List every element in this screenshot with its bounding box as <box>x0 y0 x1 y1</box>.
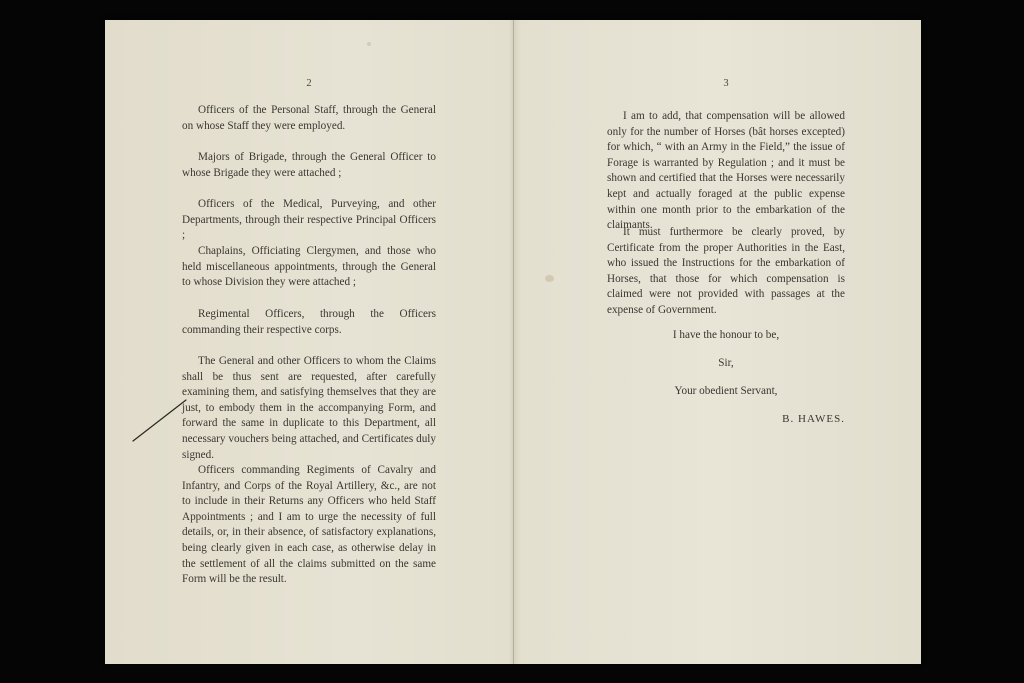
paragraph: Officers commanding Regiments of Cavalry and Infantry, and Corps of the Royal Artillery, &c., are not to include in their Returns any Officers who held Staff Appointments ; and I am to urge the necessity of full details, or, in their absence, of satisfactory explanations, being clearly given in each case, as otherwise delay in the settlement of all the claims submitted on the same Form will be the result. <box>182 464 436 586</box>
signature: B. HAWES. <box>782 413 845 425</box>
paragraph: Regimental Officers, through the Officers commanding their respective corps. <box>182 308 436 336</box>
closing-valediction: Your obedient Servant, <box>674 385 778 397</box>
right-page <box>607 20 845 664</box>
paragraph: I am to add, that compensation will be allowed only for the number of Horses (bât horses excepted) for which, “ with an Army in the Field,” the issue of Forage is warranted by Regulation ; and it must be shown and certified that the Horses were necessarily kept and actually foraged at the public expense within one month prior to the embarkation of the claimants. <box>607 110 845 232</box>
paragraph: Officers of the Medical, Purveying, and other Departments, through their respective Principal Officers ; <box>182 198 436 242</box>
foxing-spot <box>545 275 554 282</box>
page-number-left: 2 <box>306 78 312 89</box>
document-sheet <box>105 20 921 664</box>
paragraph: The General and other Officers to whom the Claims shall be thus sent are requested, after carefully examining them, and satisfying themselves that they are just, to embody them in the accompanying Form, and forward the same in duplicate to this Department, all necessary vouchers being attached, and Certificates duly signed. <box>182 355 436 461</box>
paragraph: Chaplains, Officiating Clergymen, and those who held miscellaneous appointments, through the General to whose Division they were attached ; <box>182 245 436 289</box>
paragraph: It must furthermore be clearly proved, by Certificate from the proper Authorities in the East, who issued the Instructions for the embarkation of Horses, that those for which compensation is claimed were not provided with passages at the expense of Government. <box>607 226 845 316</box>
center-fold <box>513 20 514 664</box>
paragraph: Officers of the Personal Staff, through the General on whose Staff they were employed. <box>182 104 436 132</box>
closing-salutation: Sir, <box>718 357 734 369</box>
pen-stroke-mark <box>130 398 190 444</box>
left-page <box>182 20 436 664</box>
page-number-right: 3 <box>723 78 729 89</box>
closing-line: I have the honour to be, <box>672 329 780 341</box>
paragraph: Majors of Brigade, through the General Officer to whose Brigade they were attached ; <box>182 151 436 179</box>
